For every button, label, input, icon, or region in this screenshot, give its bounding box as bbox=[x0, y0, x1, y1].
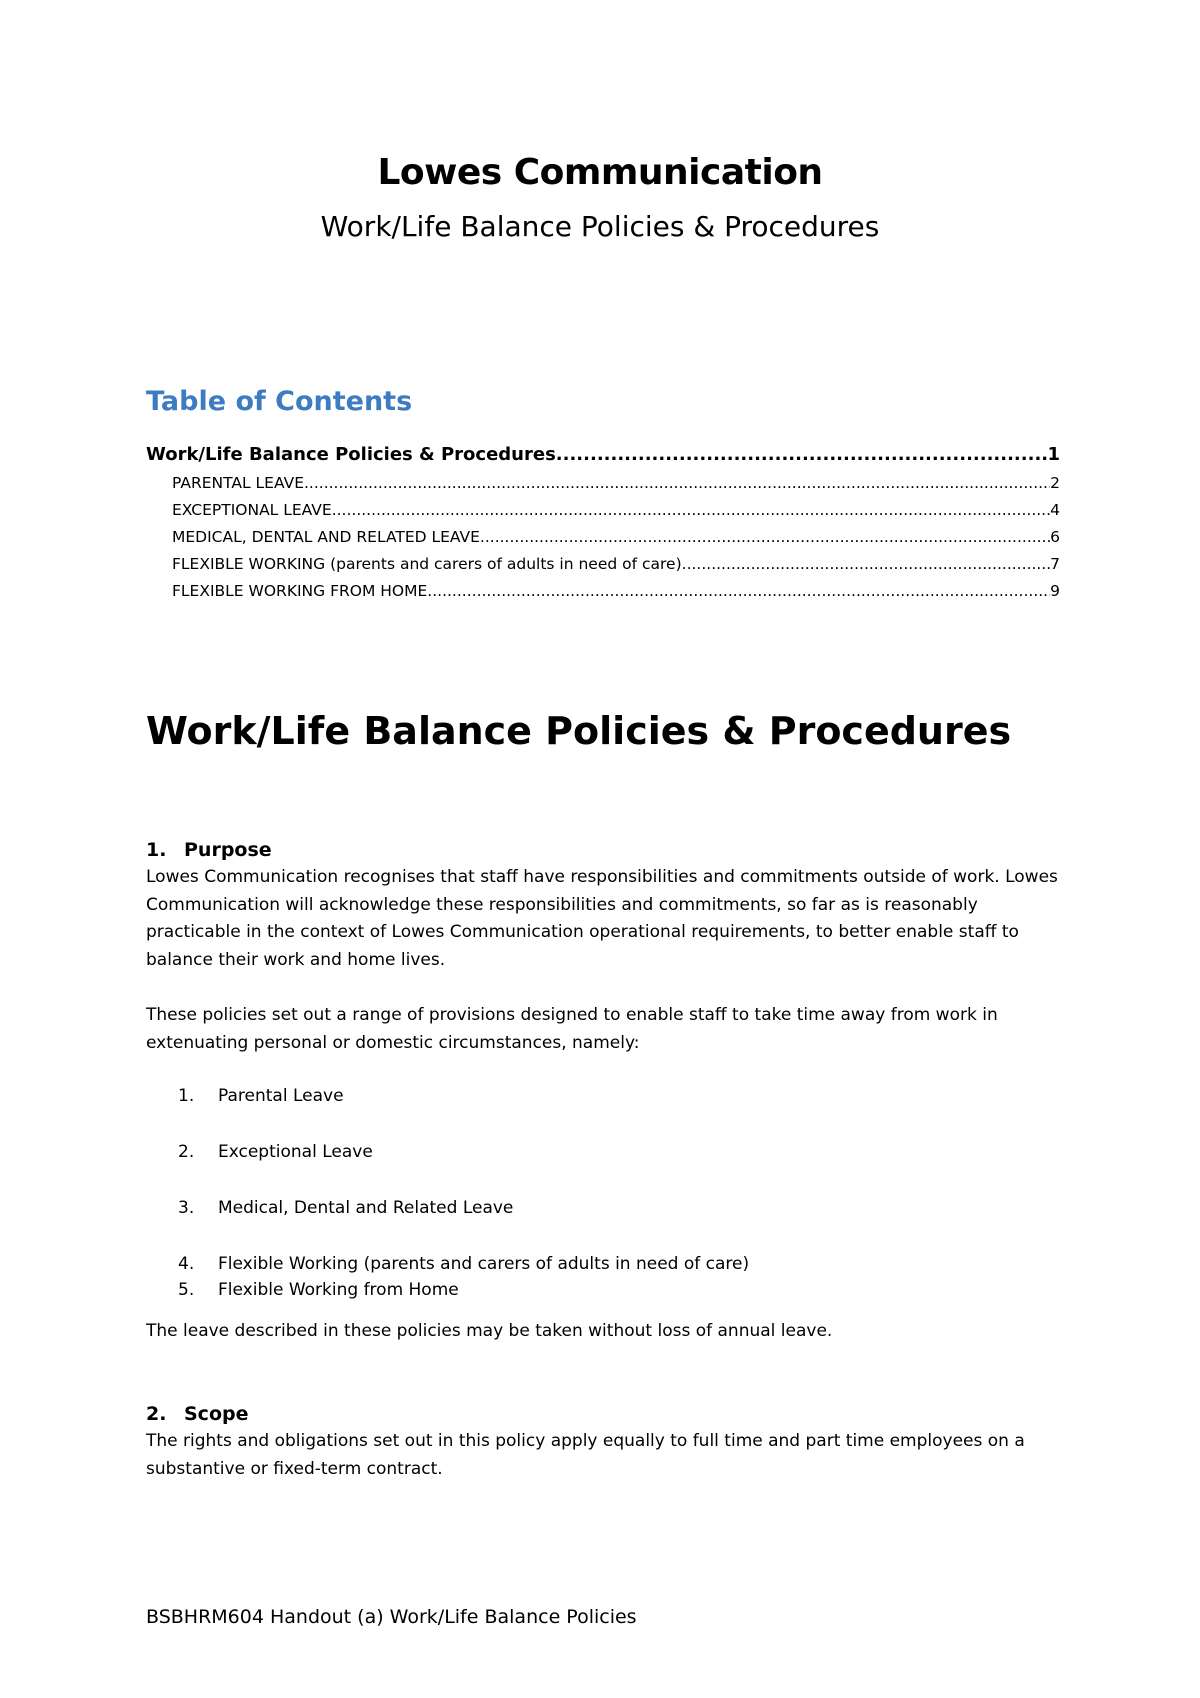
toc-heading: Table of Contents bbox=[146, 386, 413, 417]
table-of-contents bbox=[146, 440, 1060, 605]
toc-entry-page: 2 bbox=[1050, 474, 1060, 492]
list-item-number: 5. bbox=[178, 1280, 195, 1300]
list-item bbox=[178, 1086, 344, 1106]
list-item-number: 2. bbox=[178, 1142, 195, 1162]
list-item-text: Flexible Working (parents and carers of adults in need of care) bbox=[218, 1254, 750, 1274]
section-heading: Work/Life Balance Policies & Procedures bbox=[146, 709, 1012, 753]
scope-paragraph: The rights and obligations set out in this policy apply equally to full time and part time employees on a substantive or fixed-term contract. bbox=[146, 1431, 1025, 1479]
toc-entry-text: MEDICAL, DENTAL AND RELATED LEAVE bbox=[172, 528, 480, 546]
toc-entry-text: EXCEPTIONAL LEAVE bbox=[172, 501, 332, 519]
scope-section bbox=[146, 1400, 1066, 1483]
toc-entry-flexible-working-home[interactable] bbox=[146, 578, 1060, 605]
purpose-number: 1. bbox=[146, 839, 167, 861]
scope-number: 2. bbox=[146, 1403, 167, 1425]
paragraph-spacer bbox=[146, 974, 1066, 1002]
toc-entry-text: Work/Life Balance Policies & Procedures bbox=[146, 444, 556, 465]
list-item bbox=[178, 1142, 373, 1162]
purpose-heading bbox=[146, 836, 1066, 864]
toc-leader-dots bbox=[480, 524, 1050, 551]
purpose-closing: The leave described in these policies may be taken without loss of annual leave. bbox=[146, 1321, 833, 1341]
toc-entry-page: 6 bbox=[1050, 528, 1060, 546]
toc-leader-dots bbox=[556, 440, 1048, 470]
company-title: Lowes Communication bbox=[377, 152, 823, 193]
toc-entry-work-life-balance[interactable] bbox=[146, 440, 1060, 470]
list-item-text: Exceptional Leave bbox=[218, 1142, 373, 1162]
toc-leader-dots bbox=[332, 497, 1050, 524]
purpose-title: Purpose bbox=[184, 839, 272, 861]
purpose-section bbox=[146, 836, 1066, 1057]
toc-entry-parental-leave[interactable] bbox=[146, 470, 1060, 497]
toc-entry-page: 1 bbox=[1047, 444, 1060, 465]
list-item-number: 3. bbox=[178, 1198, 195, 1218]
toc-entry-page: 4 bbox=[1050, 501, 1060, 519]
list-item bbox=[178, 1198, 513, 1218]
toc-leader-dots bbox=[427, 578, 1050, 605]
toc-entry-text: PARENTAL LEAVE bbox=[172, 474, 304, 492]
toc-entry-medical-dental-leave[interactable] bbox=[146, 524, 1060, 551]
toc-entry-text: FLEXIBLE WORKING FROM HOME bbox=[172, 582, 428, 600]
list-item bbox=[178, 1254, 749, 1274]
list-item bbox=[178, 1280, 459, 1300]
purpose-paragraph-2: These policies set out a range of provisions designed to enable staff to take time away from work in extenuating personal or domestic circumstances, namely: bbox=[146, 1005, 998, 1053]
toc-leader-dots bbox=[304, 470, 1050, 497]
list-item-number: 1. bbox=[178, 1086, 195, 1106]
toc-entry-exceptional-leave[interactable] bbox=[146, 497, 1060, 524]
list-item-text: Parental Leave bbox=[218, 1086, 344, 1106]
toc-leader-dots bbox=[682, 551, 1050, 578]
toc-entry-text: FLEXIBLE WORKING (parents and carers of adults in need of care) bbox=[172, 555, 682, 573]
toc-entry-page: 9 bbox=[1050, 582, 1060, 600]
list-item-text: Medical, Dental and Related Leave bbox=[218, 1198, 514, 1218]
list-item-number: 4. bbox=[178, 1254, 195, 1274]
scope-heading bbox=[146, 1400, 1066, 1428]
purpose-paragraph-1: Lowes Communication recognises that staff have responsibilities and commitments outside of work. Lowes Communication will acknowledge these responsibilities and commitments, so far as is reasonably practicable in the context of Lowes Communication operational requirements, to better enable staff to balance their work and home lives. bbox=[146, 867, 1058, 970]
scope-title: Scope bbox=[184, 1403, 249, 1425]
toc-entry-flexible-working[interactable] bbox=[146, 551, 1060, 578]
page-footer: BSBHRM604 Handout (a) Work/Life Balance Policies bbox=[146, 1606, 637, 1628]
list-item-text: Flexible Working from Home bbox=[218, 1280, 459, 1300]
document-subtitle: Work/Life Balance Policies & Procedures bbox=[320, 210, 880, 243]
toc-entry-page: 7 bbox=[1050, 555, 1060, 573]
